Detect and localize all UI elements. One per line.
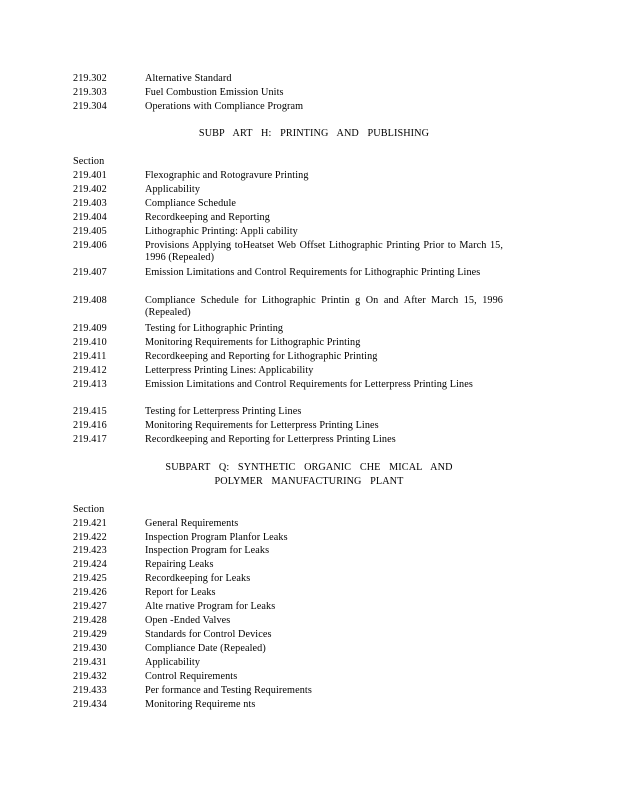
section-number: 219.424: [73, 559, 107, 570]
section-number: 219.430: [73, 643, 107, 654]
section-number: 219.413: [73, 379, 107, 390]
section-title: Open -Ended Valves: [145, 615, 231, 626]
section-title: Recordkeeping for Leaks: [145, 573, 251, 584]
section-number: 219.408: [73, 295, 107, 306]
section-title: Compliance Schedule: [145, 198, 237, 209]
section-number: 219.401: [73, 170, 107, 181]
section-number: 219.402: [73, 184, 107, 195]
section-title: Fuel Combustion Emission Units: [145, 87, 284, 98]
section-title: Monitoring Requireme nts: [145, 699, 256, 710]
section-number: 219.403: [73, 198, 107, 209]
section-number: 219.406: [73, 240, 107, 251]
section-title: Compliance Date (Repealed): [145, 643, 266, 654]
section-number: 219.428: [73, 615, 107, 626]
section-number: 219.425: [73, 573, 107, 584]
section-number: 219.423: [73, 545, 107, 556]
subpart-q-heading: SUBPART Q: SYNTHETIC ORGANIC CHE MICAL AND: [165, 462, 453, 473]
section-title: Letterpress Printing Lines: Applicability: [145, 365, 314, 376]
section-title: Testing for Letterpress Printing Lines: [145, 406, 302, 417]
section-title: Compliance Schedule for Lithographic Printin g On and After March 15, 1996 (Repealed): [145, 295, 503, 318]
section-number: 219.404: [73, 212, 107, 223]
section-label: Section: [73, 504, 105, 515]
section-title: Alternative Standard: [145, 73, 232, 84]
section-number: 219.422: [73, 532, 107, 543]
section-title: Lithographic Printing: Appli cability: [145, 226, 298, 237]
section-number: 219.303: [73, 87, 107, 98]
section-number: 219.415: [73, 406, 107, 417]
section-title: Recordkeeping and Reporting for Lithographic Printing: [145, 351, 378, 362]
section-title: Control Requirements: [145, 671, 238, 682]
section-number: 219.426: [73, 587, 107, 598]
section-title: Applicability: [145, 184, 201, 195]
section-number: 219.421: [73, 518, 107, 529]
section-number: 219.304: [73, 101, 107, 112]
section-title: Inspection Program Planfor Leaks: [145, 532, 288, 543]
section-label: Section: [73, 156, 105, 167]
section-title: Standards for Control Devices: [145, 629, 272, 640]
section-number: 219.302: [73, 73, 107, 84]
section-number: 219.433: [73, 685, 107, 696]
section-number: 219.416: [73, 420, 107, 431]
section-title: Testing for Lithographic Printing: [145, 323, 284, 334]
section-title: Operations with Compliance Program: [145, 101, 304, 112]
section-title: Provisions Applying toHeatset Web Offset Lithographic Printing Prior to March 15, 1996 (Repealed): [145, 240, 503, 263]
section-number: 219.434: [73, 699, 107, 710]
section-number: 219.429: [73, 629, 107, 640]
section-number: 219.410: [73, 337, 107, 348]
section-title: Per formance and Testing Requirements: [145, 685, 312, 696]
section-number: 219.431: [73, 657, 107, 668]
section-number: 219.411: [73, 351, 107, 362]
section-number: 219.432: [73, 671, 107, 682]
subpart-h-heading: SUBP ART H: PRINTING AND PUBLISHING: [198, 128, 430, 139]
section-title: Monitoring Requirements for Lithographic Printing: [145, 337, 361, 348]
section-title: Recordkeeping and Reporting for Letterpress Printing Lines: [145, 434, 396, 445]
section-number: 219.409: [73, 323, 107, 334]
section-number: 219.427: [73, 601, 107, 612]
section-number: 219.407: [73, 267, 107, 278]
section-title: General Requirements: [145, 518, 239, 529]
section-title: Emission Limitations and Control Requirements for Letterpress Printing Lines: [145, 379, 473, 390]
section-title: Alte rnative Program for Leaks: [145, 601, 276, 612]
section-title: Flexographic and Rotogravure Printing: [145, 170, 309, 181]
section-title: Applicability: [145, 657, 201, 668]
section-title: Emission Limitations and Control Requirements for Lithographic Printing Lines: [145, 267, 481, 278]
section-title: Repairing Leaks: [145, 559, 214, 570]
section-number: 219.412: [73, 365, 107, 376]
subpart-q-heading-continued: POLYMER MANUFACTURING PLANT: [214, 476, 404, 487]
section-title: Recordkeeping and Reporting: [145, 212, 270, 223]
section-title: Report for Leaks: [145, 587, 216, 598]
section-number: 219.417: [73, 434, 107, 445]
section-title: Monitoring Requirements for Letterpress Printing Lines: [145, 420, 379, 431]
section-number: 219.405: [73, 226, 107, 237]
section-title: Inspection Program for Leaks: [145, 545, 270, 556]
